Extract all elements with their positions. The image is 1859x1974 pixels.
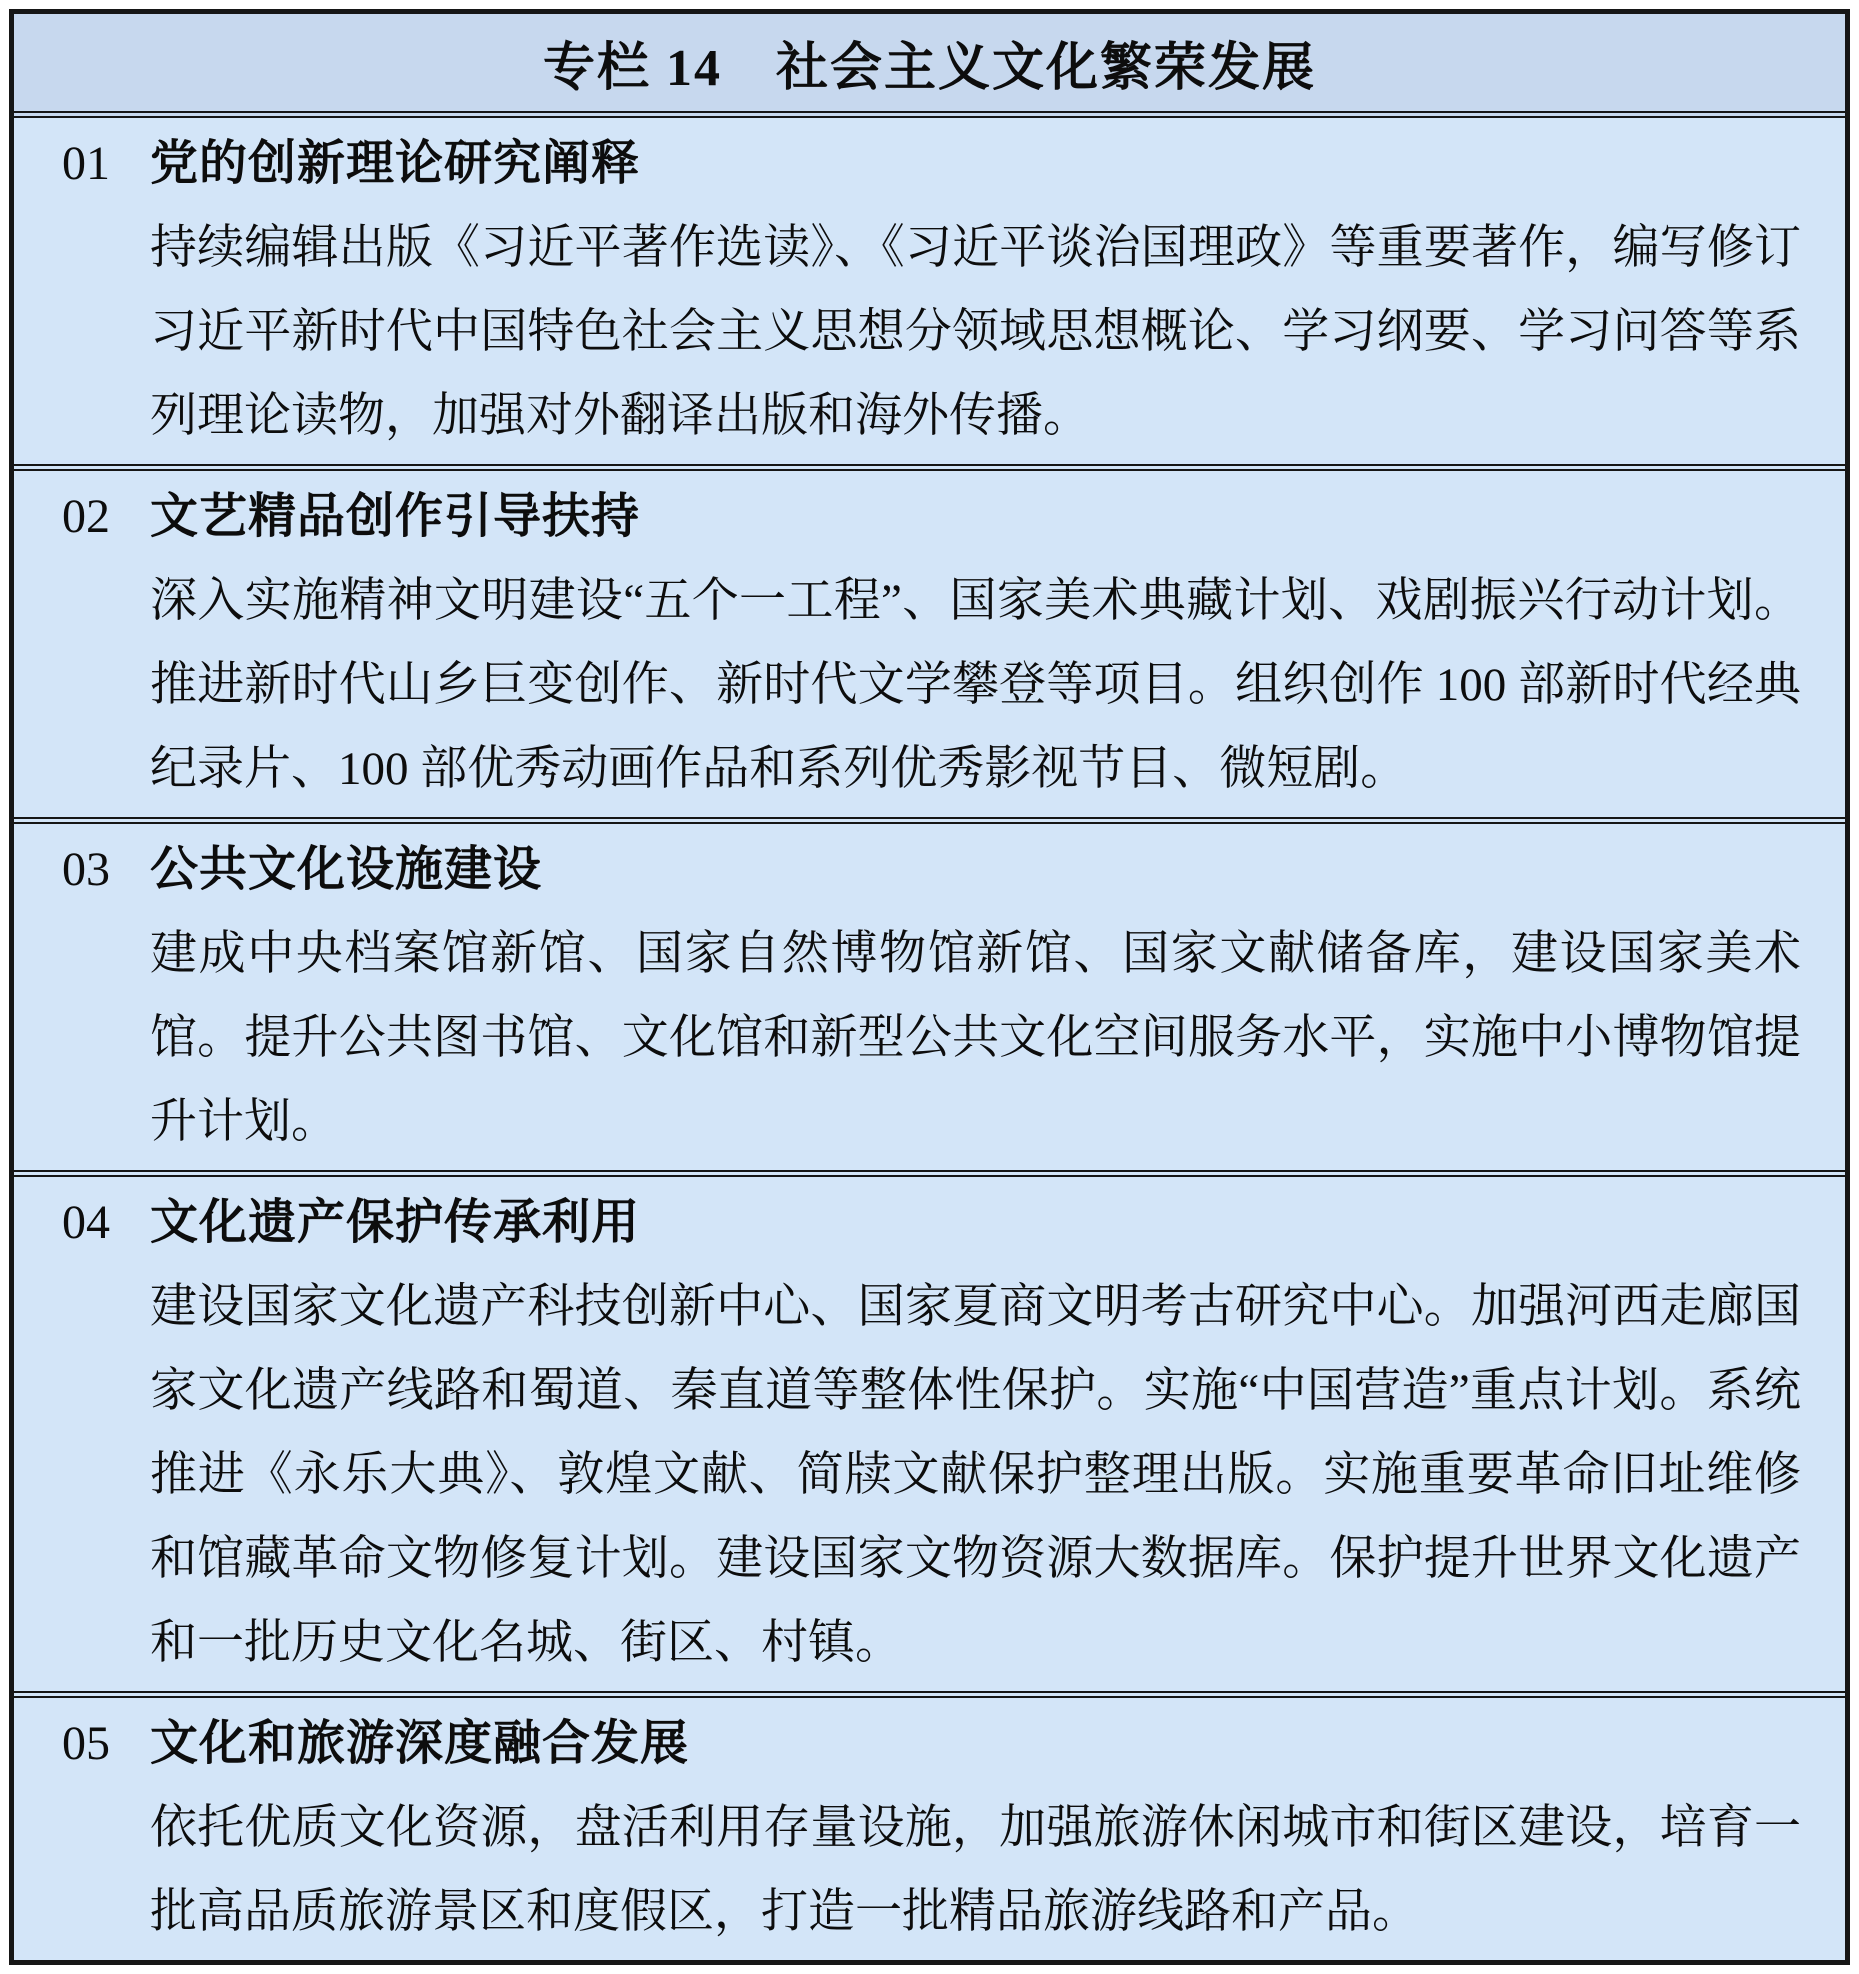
section-body: 建设国家文化遗产科技创新中心、国家夏商文明考古研究中心。加强河西走廊国家文化遗产线路和蜀道、秦直道等整体性保护。实施“中国营造”重点计划。系统推进《永乐大典》、敦煌文献、简牍文献保护整理出版。实施重要革命旧址维修和馆藏革命文物修复计划。建设国家文物资源大数据库。保护提升世界文化遗产和一批历史文化名城、街区、村镇。 bbox=[150, 1281, 1801, 1669]
section-number: 02 bbox=[62, 490, 110, 543]
section-head bbox=[62, 1181, 1801, 1265]
section-05 bbox=[14, 1698, 1845, 1960]
section-03 bbox=[14, 824, 1845, 1177]
panel-header bbox=[14, 14, 1845, 118]
section-head bbox=[62, 1702, 1801, 1786]
section-title: 文艺精品创作引导扶持 bbox=[150, 490, 641, 543]
section-title: 党的创新理论研究阐释 bbox=[150, 137, 641, 190]
section-title: 文化遗产保护传承利用 bbox=[150, 1196, 641, 1249]
section-title: 文化和旅游深度融合发展 bbox=[150, 1717, 690, 1770]
section-body: 深入实施精神文明建设“五个一工程”、国家美术典藏计划、戏剧振兴行动计划。推进新时代山乡巨变创作、新时代文学攀登等项目。组织创作 100 部新时代经典纪录片、100 部优秀动画作品和系列优秀影视节目、微短剧。 bbox=[150, 575, 1801, 795]
panel-title: 专栏 14 社会主义文化繁荣发展 bbox=[542, 40, 1316, 97]
section-head bbox=[62, 828, 1801, 912]
section-head bbox=[62, 122, 1801, 206]
section-head bbox=[62, 475, 1801, 559]
section-number: 01 bbox=[62, 137, 110, 190]
section-title: 公共文化设施建设 bbox=[150, 843, 543, 896]
section-body: 持续编辑出版《习近平著作选读》、《习近平谈治国理政》等重要著作，编写修订习近平新时代中国特色社会主义思想分领域思想概论、学习纲要、学习问答等系列理论读物，加强对外翻译出版和海外传播。 bbox=[150, 222, 1801, 442]
section-body: 依托优质文化资源，盘活利用存量设施，加强旅游休闲城市和街区建设，培育一批高品质旅游景区和度假区，打造一批精品旅游线路和产品。 bbox=[150, 1802, 1801, 1938]
section-01 bbox=[14, 118, 1845, 471]
section-body: 建成中央档案馆新馆、国家自然博物馆新馆、国家文献储备库，建设国家美术馆。提升公共图书馆、文化馆和新型公共文化空间服务水平，实施中小博物馆提升计划。 bbox=[150, 928, 1801, 1148]
section-number: 04 bbox=[62, 1196, 110, 1249]
section-number: 05 bbox=[62, 1717, 110, 1770]
section-number: 03 bbox=[62, 843, 110, 896]
section-02 bbox=[14, 471, 1845, 824]
section-04 bbox=[14, 1177, 1845, 1698]
column-panel bbox=[9, 9, 1850, 1965]
